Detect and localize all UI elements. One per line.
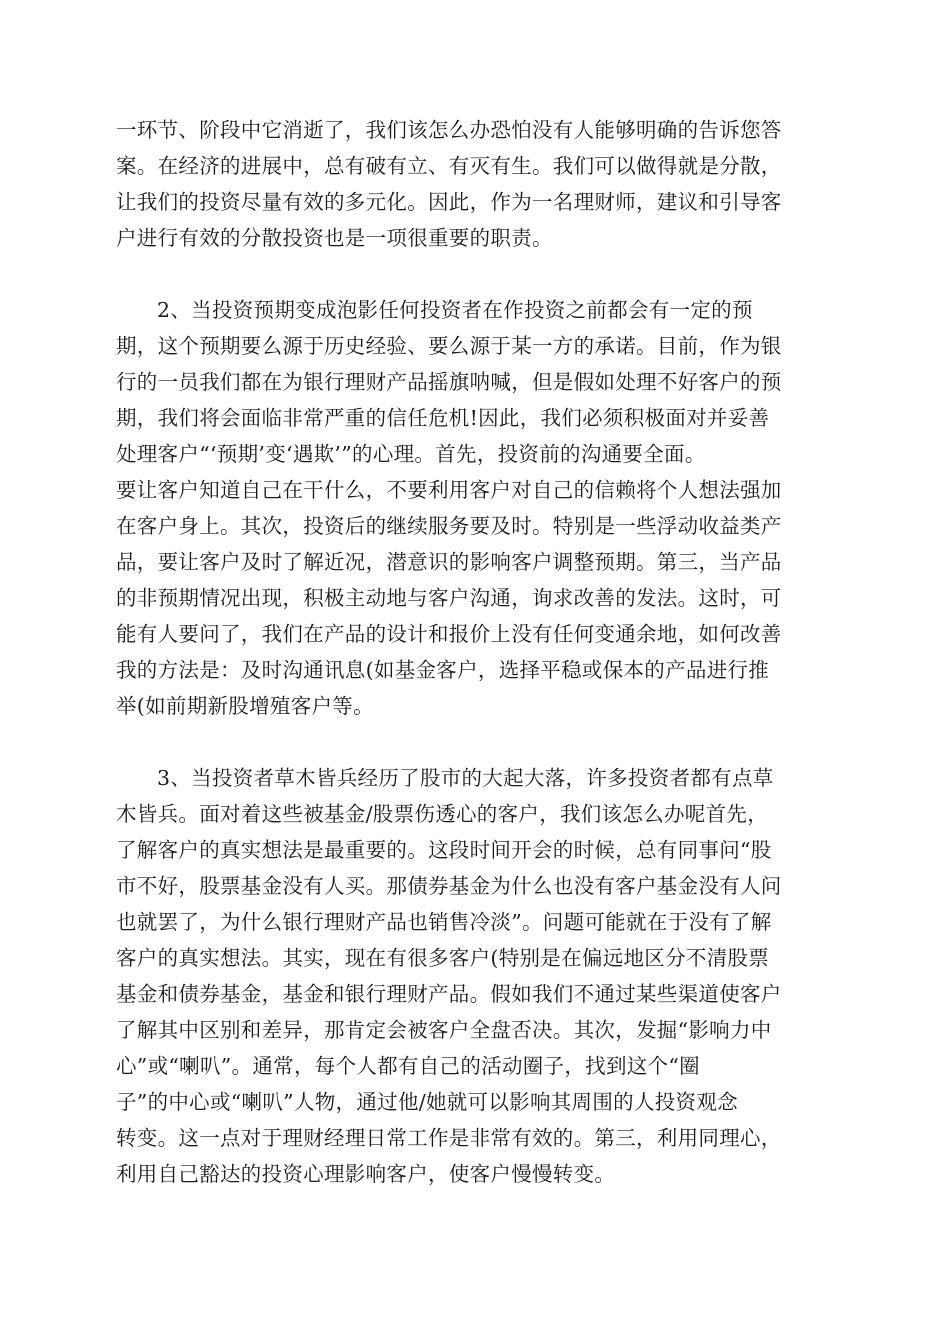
paragraph-continued (116, 112, 836, 256)
text-line: 我的方法是：及时沟通讯息(如基金客户，选择平稳或保本的产品进行推 (116, 658, 770, 682)
text-line: 木皆兵。面对着这些被基金/股票伤透心的客户，我们该怎么办呢首先， (116, 802, 769, 826)
text-line: 了解其中区别和差异，那肯定会被客户全盘否决。其次，发掘“影响力中 (116, 1018, 772, 1042)
text-line: 了解客户的真实想法是最重要的。这段时间开会的时候，总有同事问“股 (116, 838, 772, 862)
text-line: 行的一员我们都在为银行理财产品摇旗呐喊，但是假如处理不好客户的预 (116, 370, 782, 394)
text-line: 期，我们将会面临非常严重的信任危机!因此，我们必须积极面对并妥善 (116, 406, 770, 430)
paragraph-gap (116, 256, 836, 292)
text-line: 期，这个预期要么源于历史经验、要么源于某一方的承诺。目前，作为银 (116, 334, 782, 358)
text-line: 能有人要问了，我们在产品的设计和报价上没有任何变通余地，如何改善 (116, 622, 782, 646)
text-line: 转变。这一点对于理财经理日常工作是非常有效的。第三，利用同理心， (116, 1126, 782, 1150)
text-line: 处理客户“‘预期’变‘遇欺’”的心理。首先，投资前的沟通要全面。 (116, 442, 706, 466)
text-line: 市不好，股票基金没有人买。那债券基金为什么也没有客户基金没有人问 (116, 874, 782, 898)
text-line: 2、当投资预期变成泡影任何投资者在作投资之前都会有一定的预 (157, 298, 753, 322)
paragraph-point-3 (116, 760, 836, 1192)
text-line: 也就罢了，为什么银行理财产品也销售冷淡”。问题可能就在于没有了解 (116, 910, 772, 934)
text-line: 举(如前期新股增殖客户等。 (116, 694, 374, 718)
text-line: 心”或“喇叭”。通常，每个人都有自己的活动圈子，找到这个“圈 (116, 1054, 700, 1078)
text-line: 要让客户知道自己在干什么，不要利用客户对自己的信赖将个人想法强加 (116, 478, 782, 502)
text-line: 利用自己豁达的投资心理影响客户，使客户慢慢转变。 (116, 1162, 616, 1186)
text-line: 案。在经济的进展中，总有破有立、有灭有生。我们可以做得就是分散， (116, 154, 782, 178)
document-body (116, 112, 836, 1192)
text-line: 一环节、阶段中它消逝了，我们该怎么办恐怕没有人能够明确的告诉您答 (116, 118, 782, 142)
text-line: 户进行有效的分散投资也是一项很重要的职责。 (116, 226, 553, 250)
text-line: 的非预期情况出现，积极主动地与客户沟通，询求改善的发法。这时，可 (116, 586, 782, 610)
text-line: 3、当投资者草木皆兵经历了股市的大起大落，许多投资者都有点草 (157, 766, 774, 790)
text-line: 在客户身上。其次，投资后的继续服务要及时。特别是一些浮动收益类产 (116, 514, 782, 538)
paragraph-point-2 (116, 292, 836, 724)
text-line: 子”的中心或“喇叭”人物，通过他/她就可以影响其周围的人投资观念 (116, 1090, 738, 1114)
text-line: 让我们的投资尽量有效的多元化。因此，作为一名理财师，建议和引导客 (116, 190, 782, 214)
text-line: 客户的真实想法。其实，现在有很多客户(特别是在偏远地区分不清股票 (116, 946, 770, 970)
text-line: 品，要让客户及时了解近况，潜意识的影响客户调整预期。第三，当产品 (116, 550, 782, 574)
text-line: 基金和债券基金，基金和银行理财产品。假如我们不通过某些渠道使客户 (116, 982, 782, 1006)
paragraph-gap (116, 724, 836, 760)
